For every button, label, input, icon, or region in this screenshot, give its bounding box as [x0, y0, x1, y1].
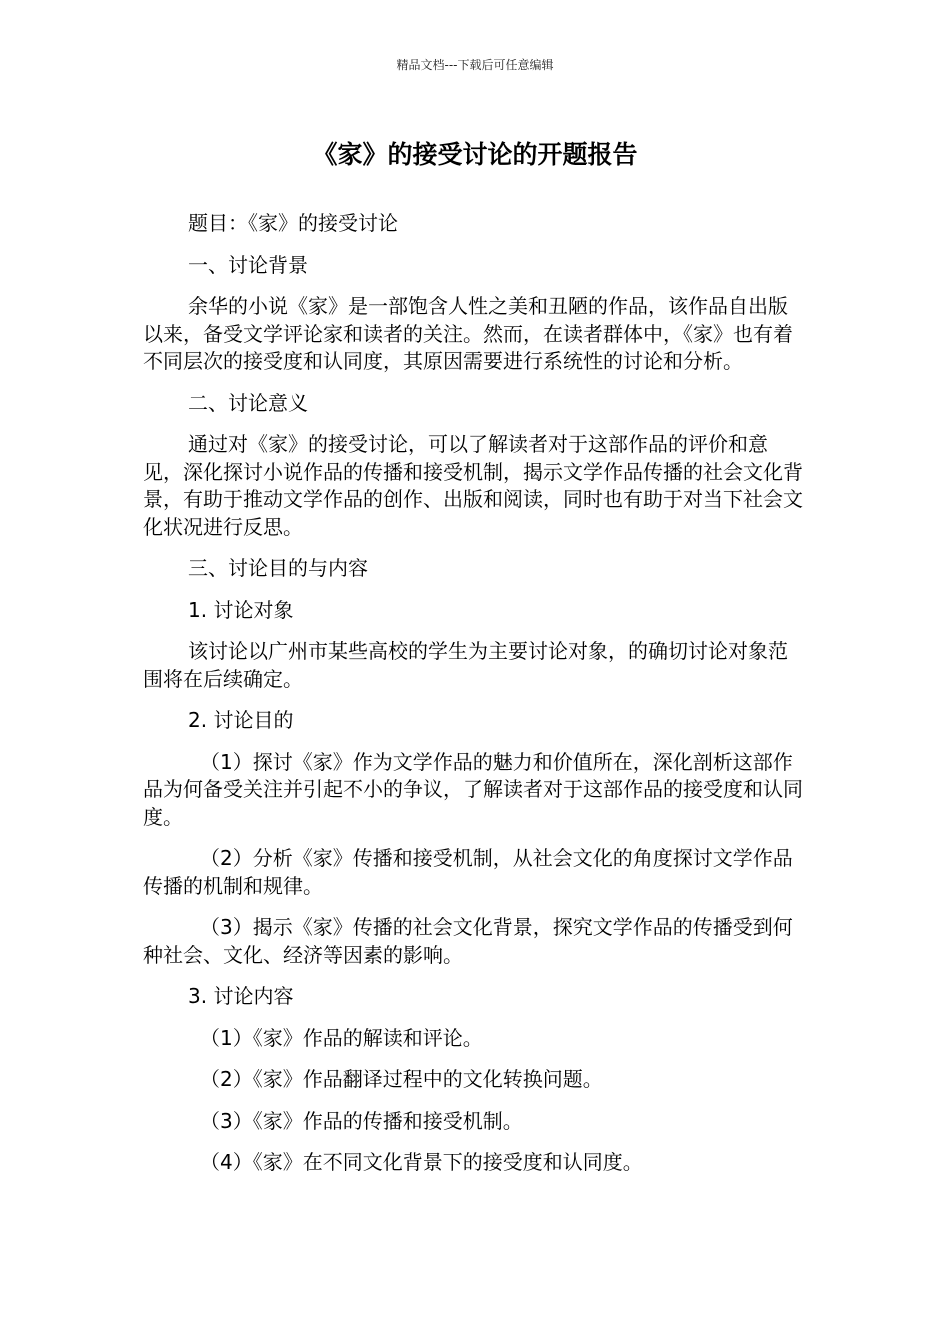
- background-paragraph: 余华的小说《家》是一部饱含人性之美和丑陋的作品，该作品自出版以来，备受文学评论家和读者的关注。然而，在读者群体中，《家》也有着不同层次的接受度和认同度，其原因需要进行系统性的讨论和分析。: [143, 294, 793, 373]
- object-paragraph: 该讨论以广州市某些高校的学生为主要讨论对象，的确切讨论对象范围将在后续确定。: [143, 639, 788, 691]
- content-item: （2）《家》作品翻译过程中的文化转换问题。: [200, 1067, 603, 1091]
- content-item: （4）《家》在不同文化背景下的接受度和认同度。: [200, 1150, 643, 1174]
- section-heading-purpose-content: 三、讨论目的与内容: [188, 556, 368, 580]
- content-item: （1）《家》作品的解读和评论。: [200, 1025, 483, 1050]
- significance-paragraph: 通过对《家》的接受讨论，可以了解读者对于这部作品的评价和意见，深化探讨小说作品的传播和接受机制，揭示文学作品传播的社会文化背景，有助于推动文学作品的创作、出版和阅读，同时也有助于对当下社会文化状况进行反思。: [143, 432, 803, 539]
- purpose-item: （1）探讨《家》作为文学作品的魅力和价值所在，深化剖析这部作品为何备受关注并引起不小的争议，了解读者对于这部作品的接受度和认同度。: [143, 749, 803, 829]
- purpose-item: （2）分析《家》传播和接受机制，从社会文化的角度探讨文学作品传播的机制和规律。: [143, 846, 793, 898]
- subheading-object: 1. 讨论对象: [188, 597, 294, 622]
- header-note: 精品文档---下载后可任意编辑: [396, 58, 554, 72]
- topic-line: 题目：《家》的接受讨论: [188, 211, 398, 235]
- subheading-content: 3. 讨论内容: [188, 984, 294, 1008]
- content-item: （3）《家》作品的传播和接受机制。: [200, 1108, 523, 1133]
- section-heading-significance: 二、讨论意义: [188, 390, 308, 415]
- document-title: 《家》的接受讨论的开题报告: [312, 140, 638, 169]
- document-body: [143, 210, 805, 1191]
- section-heading-background: 一、讨论背景: [188, 252, 308, 277]
- subheading-purpose: 2. 讨论目的: [188, 708, 294, 732]
- purpose-item: （3）揭示《家》传播的社会文化背景，探究文学作品的传播受到何种社会、文化、经济等因素的影响。: [143, 915, 793, 967]
